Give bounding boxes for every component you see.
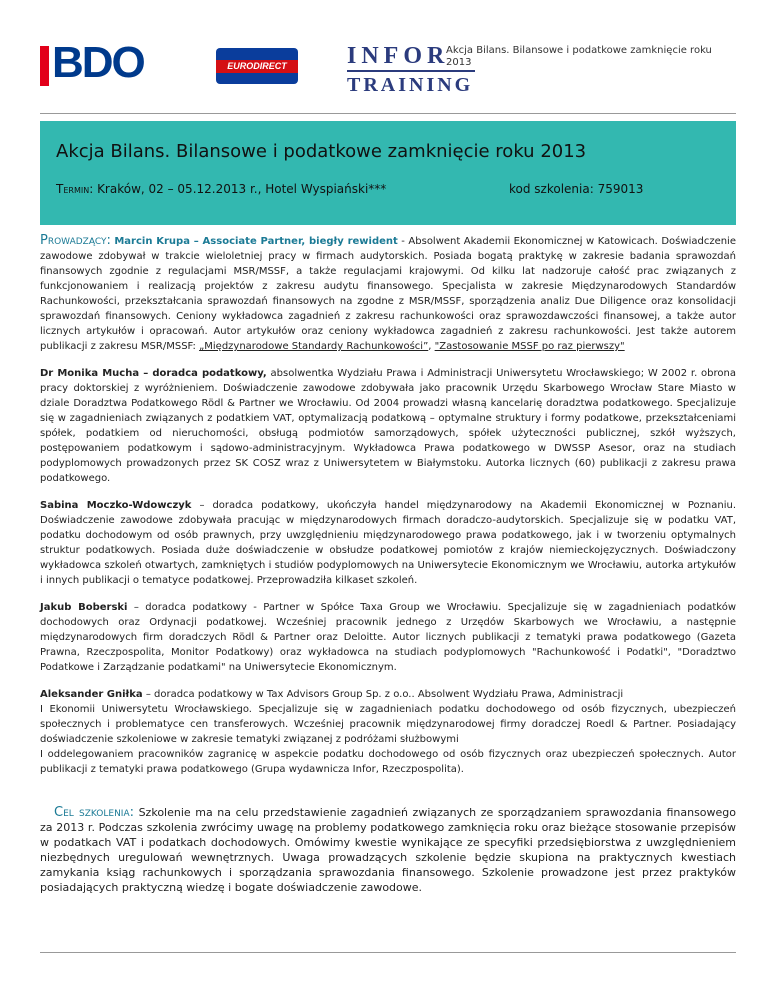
infor-logo-divider [347, 70, 475, 72]
trainer-bio [40, 233, 736, 354]
trainer-bio [40, 687, 736, 777]
eurodirect-logo [216, 48, 298, 84]
trainers-label: Prowadzący: [40, 233, 111, 248]
publication-link[interactable]: „Międzynarodowe Standardy Rachunkowości” [199, 341, 429, 352]
infor-logo-bottom: TRAINING [347, 74, 474, 96]
course-goal [40, 805, 736, 895]
running-title: Akcja Bilans. Bilansowe i podatkowe zamknięcie roku 2013 [446, 45, 712, 68]
trainer-bio [40, 366, 736, 486]
bdo-logo-text: BDO [52, 38, 144, 87]
goal-text: Szkolenie ma na celu przedstawienie zagadnień związanych ze sporządzaniem sprawozdania finansowego za 2013 r. Podczas szkolenia zwrócimy uwagę na problemy podatkowego zamknięcia roku oraz bieżące stosowanie przepisów w podatkach VAT i podatkach dochodowych. Omówimy kwestie wynikające ze specyfiki przedsiębiorstwa z uwzględnieniem niezbędnych uregulowań wewnętrznych. Uwaga prowadzących szkolenie będzie skupiona na praktycznych kwestiach zamykania ksiąg rachunkowych i sporządzania sprawozdania finansowego. Szkolenie prowadzone jest przez praktyków posiadających praktyczną wiedzę i bogate doświadczenie zawodowe. [40, 806, 737, 894]
trainer-description: – doradca podatkowy, ukończyła handel międzynarodowy na Akademii Ekonomicznej w Poznaniu. Doświadczenie zawodowe zdobywała pracując w międzynarodowych firmach doradczo-audytorskich. Specjalizuje się w podatku VAT, podatku dochodowym od osób prawnych, przy uwzględnieniu międzynarodowego prawa podatkowego, jak i w tworzeniu optymalnych struktur podatkowych. Posiada duże doświadczenie w obsłudze podatkowej pomiotów z krajów niemieckojęzycznych. Doświadczony wykładowca szkoleń otwartych, zamkniętych i studiów podyplomowych na Uniwersytecie Ekonomicznym we Wrocławiu, autorka artykułów i innych publikacji o tematyce podatkowej. Przeprowadziła kilkaset szkoleń. [40, 500, 736, 586]
eurodirect-logo-text: EURODIRECT [216, 60, 298, 73]
trainer-name: Jakub Boberski [40, 602, 128, 613]
title-banner [40, 121, 736, 225]
trainer-description: I Ekonomii Uniwersytetu Wrocławskiego. Specjalizuje się w zagadnieniach podatku dochodowego od osób fizycznych, ubezpieczeń społecznych i problematyce cen transferowych. Wcześniej pracownik międzynarodowej firmy doradczej Roedl & Partner. Posiadający doświadczenie szkoleniowe w zakresie tematyki związanej z podróżami służbowymi [40, 704, 736, 745]
trainer-name: Marcin Krupa – Associate Partner, biegły rewident [114, 236, 398, 247]
trainer-name: Dr Monika Mucha – doradca podatkowy, [40, 368, 267, 379]
header-divider [40, 113, 736, 114]
main-content [40, 233, 736, 907]
trainer-description: – doradca podatkowy - Partner w Spółce Taxa Group we Wrocławiu. Specjalizuje się w zagadnieniach podatków dochodowych oraz Ordynacji podatkowej. Wcześniej pracownik jednego z Urzędów Skarbowych we Wrocławiu, a następnie międzynarodowych firm doradczych Rödl & Partner oraz Deloitte. Autor licznych publikacji z tematyki prawa podatkowego (Gazeta Prawna, Rzeczpospolita, Monitor Podatkowy) oraz wykładowca na studiach podyplomowych "Rachunkowość i Podatki", "Doradztwo Podatkowe i Zarządzanie podatkami" na Uniwersytecie Ekonomicznym. [40, 602, 736, 673]
course-code: kod szkolenia: 759013 [509, 182, 644, 196]
trainer-bio [40, 600, 736, 675]
link-separator: , [428, 341, 435, 352]
course-term [56, 182, 386, 196]
trainer-name: Aleksander Gniłka [40, 689, 143, 700]
trainer-name: Sabina Moczko-Wdowczyk [40, 500, 192, 511]
goal-label: Cel szkolenia: [54, 805, 134, 820]
term-value: Kraków, 02 – 05.12.2013 r., Hotel Wyspiański*** [97, 182, 387, 196]
page-header [0, 0, 768, 112]
term-label: Termin: [56, 182, 94, 196]
course-title: Akcja Bilans. Bilansowe i podatkowe zamknięcie roku 2013 [56, 141, 587, 162]
trainer-description: - Absolwent Akademii Ekonomicznej w Katowicach. Doświadczenie zawodowe zdobywał w trakcie wieloletniej pracy w firmach audytorskich. Posiada bogatą praktykę w zakresie badania sprawozdań finansowych zgodnie z regulacjami MSR/MSSF, a także regulacjami krajowymi. Od kilku lat nadzoruje całość prac związanych z funkcjonowaniem i realizacją projektów z zakresu audytu finansowego. Specjalista w zakresie Międzynarodowych Standardów Rachunkowości, przekształcania sprawozdań finansowych na zgodne z MSR/MSSF, sporządzenia analiz Due Diligence oraz konsolidacji sprawozdań finansowych. Ceniony wykładowca zagadnień z zakresu rachunkowości oraz sprawozdawczości finansowej, a także autor licznych artykułów i opracowań. Autor artykułów oraz ceniony wykładowca zagadnień z zakresu rachunkowości. Jest także autorem publikacji z zakresu MSR/MSSF: [40, 236, 736, 352]
trainer-bio [40, 498, 736, 588]
footer-divider [40, 952, 736, 953]
bdo-logo-bar [40, 46, 49, 86]
trainer-description: – doradca podatkowy w Tax Advisors Group Sp. z o.o.. Absolwent Wydziału Prawa, Administracji [142, 689, 624, 700]
trainer-description: I oddelegowaniem pracowników zagranicę w aspekcie podatku dochodowego od osób fizycznych oraz ubezpieczeń społecznych. Autor publikacji z tematyki prawa podatkowego (Grupa wydawnicza Infor, Rzeczpospolita). [40, 749, 736, 775]
publication-link[interactable]: "Zastosowanie MSSF po raz pierwszy" [434, 341, 625, 352]
trainer-description: absolwentka Wydziału Prawa i Administracji Uniwersytetu Wrocławskiego; W 2002 r. obrona pracy doktorskiej z wyróżnieniem. Doświadczenie zawodowe zdobywała jako pracownik Urzędu Skarbowego Wrocław Stare Miasto w dziale Doradztwa Podatkowego Rödl & Partner we Wrocławiu. Od 2004 prowadzi własną kancelarię doradztwa podatkowego. Specjalizuje się w zagadnieniach związanych z podatkiem VAT, optymalizacją podatkową – optymalne struktury i formy podatkowe, przekształceniami spółek, podatkiem od nieruchomości, obsługą podmiotów samorządowych, spółek użyteczności publicznej, szkół wyższych, postępowaniem podatkowym i sądowo-administracyjnym. Wykładowca Prawa podatkowego w DWSSP Asesor, oraz na studiach podyplomowych prowadzonych przez SK COSZ wraz z Uniwersytetem w Białymstoku. Autorka licznych (60) publikacji z zakresu prawa podatkowego. [40, 368, 737, 484]
infor-logo-top: INFOR [347, 43, 450, 69]
